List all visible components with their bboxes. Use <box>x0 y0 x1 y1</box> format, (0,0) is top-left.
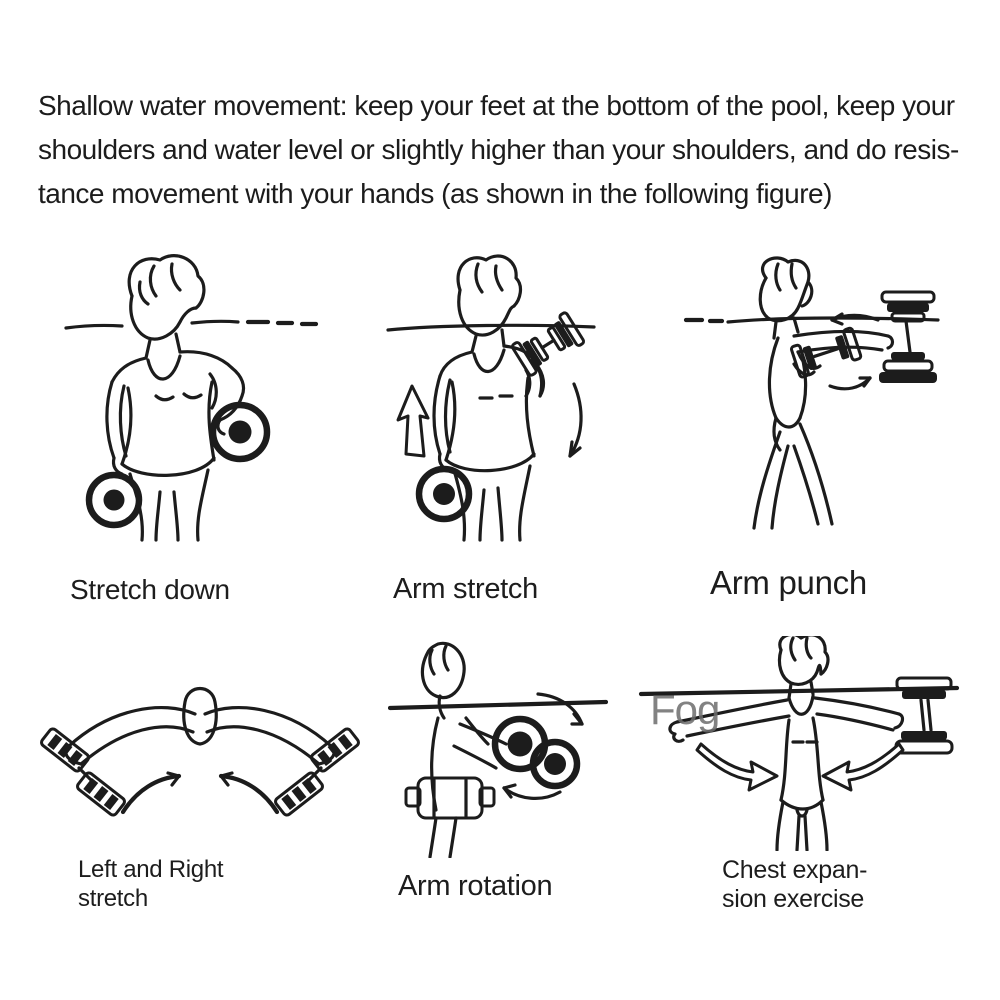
header-paragraph <box>38 84 978 216</box>
chest-expansion-caption-line-1: Chest expan- <box>722 856 868 884</box>
arm-rotation-figure <box>388 628 608 858</box>
fog-watermark: Fog <box>650 686 720 733</box>
arm-rotation-caption: Arm rotation <box>398 870 553 902</box>
arm-rotation-illustration <box>388 628 608 858</box>
arm-punch-figure <box>682 256 942 536</box>
chest-expansion-figure <box>635 636 965 851</box>
stretch-down-illustration <box>62 252 322 542</box>
left-right-stretch-caption-line-1: Left and Right <box>78 856 224 883</box>
left-right-stretch-figure <box>35 658 365 828</box>
stretch-down-figure <box>62 252 322 542</box>
header-line-1: Shallow water movement: keep your feet at the bottom of the pool, keep your <box>38 90 955 121</box>
chest-expansion-illustration <box>635 636 965 851</box>
chest-expansion-caption <box>722 856 867 914</box>
left-right-stretch-caption <box>78 855 223 913</box>
header-line-3: tance movement with your hands (as shown in the following figure) <box>38 178 832 209</box>
left-right-stretch-caption-line-2: stretch <box>78 885 148 912</box>
arm-punch-illustration <box>682 256 942 536</box>
arm-punch-caption: Arm punch <box>710 564 867 601</box>
header-line-2: shoulders and water level or slightly higher than your shoulders, and do resis- <box>38 134 959 165</box>
chest-expansion-caption-line-2: sion exercise <box>722 885 864 913</box>
arm-stretch-figure <box>382 252 602 542</box>
stretch-down-caption: Stretch down <box>70 574 230 605</box>
left-right-stretch-illustration <box>35 658 365 828</box>
arm-stretch-illustration <box>382 252 602 542</box>
arm-stretch-caption: Arm stretch <box>393 573 538 605</box>
